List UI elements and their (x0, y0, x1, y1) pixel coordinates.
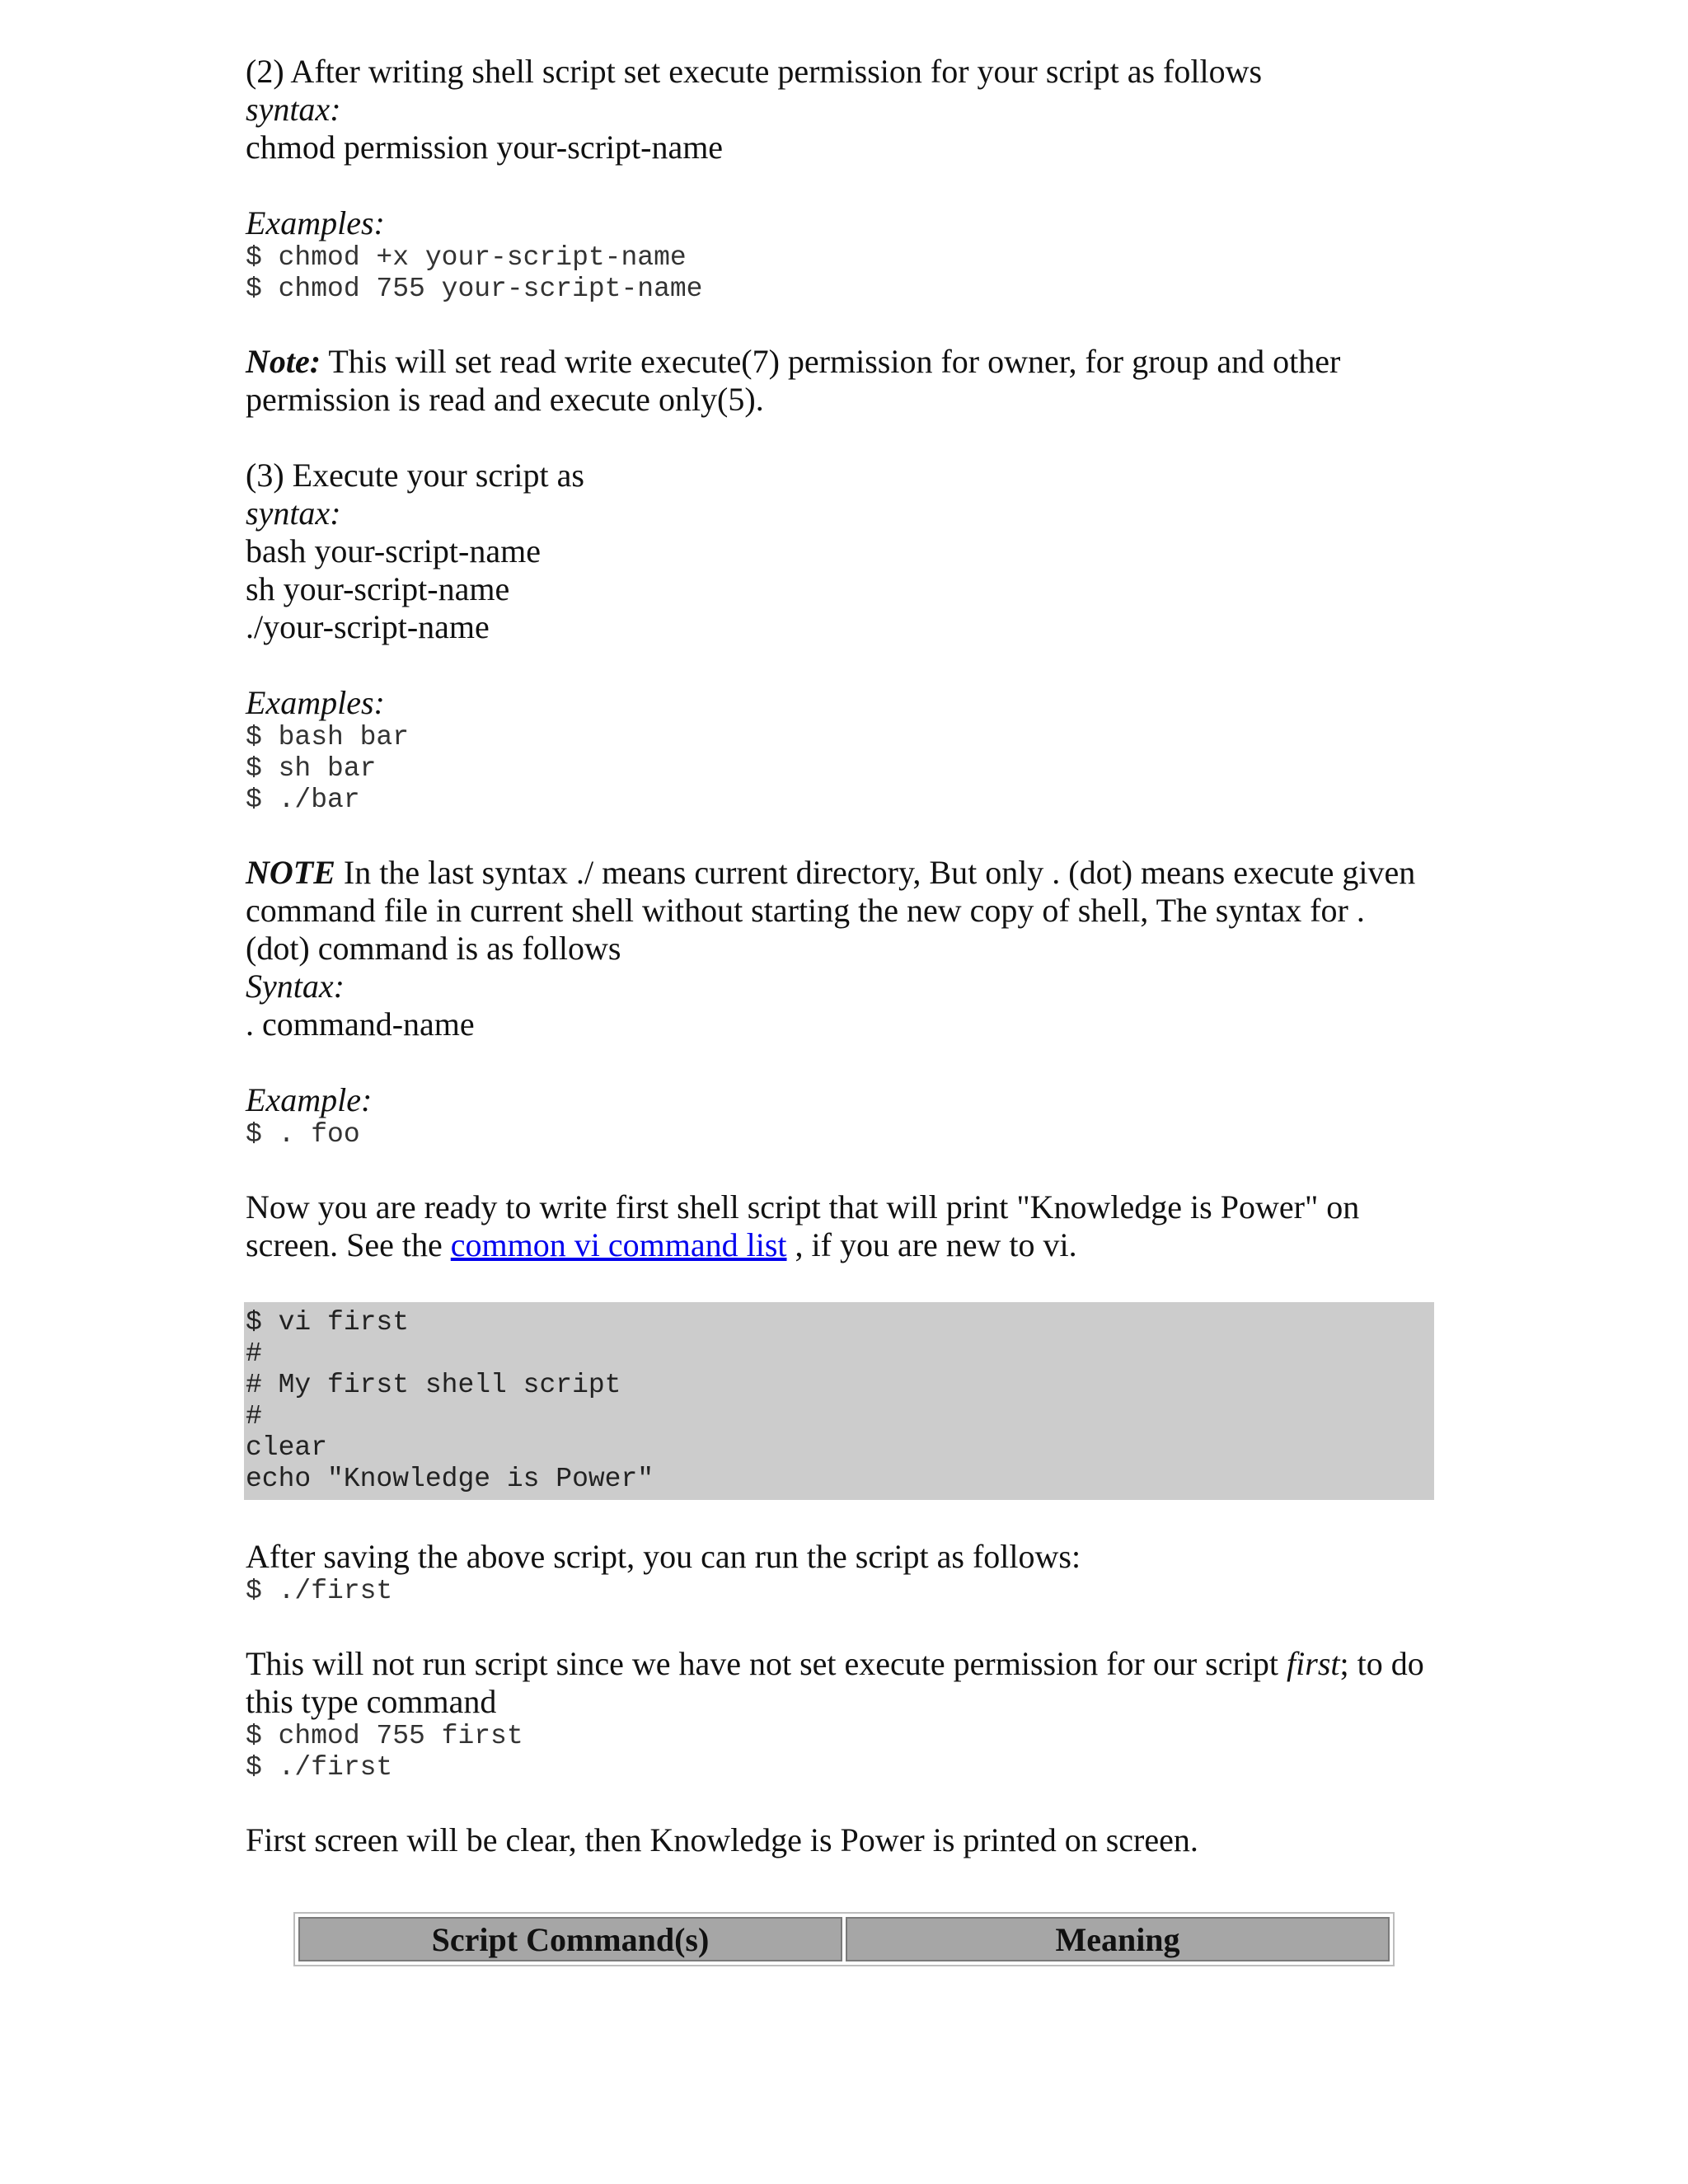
step2-examples-label: Examples: (246, 204, 385, 241)
dot-syntax-label: Syntax: (246, 968, 345, 1005)
dot-note-label: NOTE (246, 854, 335, 891)
table-header-row (298, 1917, 1390, 1961)
code-block (244, 1302, 1434, 1500)
step3-syntax-line-2: sh your-script-name (246, 570, 510, 607)
note-text-2: permission is read and execute only(5). (246, 381, 764, 418)
not-run-line-2: this type command (246, 1683, 497, 1720)
code-line-5: clear (246, 1432, 328, 1463)
dot-note-line-3: (dot) command is as follows (246, 930, 621, 967)
step3-example-1: $ bash bar (246, 722, 410, 752)
dot-note-text-1: In the last syntax ./ means current directory, But only . (dot) means execute given (335, 854, 1416, 891)
intro-line-2-post: , if you are new to vi. (786, 1226, 1077, 1263)
code-line-4: # (246, 1401, 262, 1432)
dot-note-line-2: command file in current shell without starting the new copy of shell, The syntax for . (246, 892, 1365, 929)
step2-syntax-label: syntax: (246, 91, 341, 128)
not-run-command-1: $ chmod 755 first (246, 1721, 523, 1751)
intro-line-2-pre: screen. See the (246, 1226, 451, 1263)
not-run-command-2: $ ./first (246, 1752, 393, 1783)
code-line-6: echo "Knowledge is Power" (246, 1464, 654, 1494)
step2-example-2: $ chmod 755 your-script-name (246, 274, 703, 304)
dot-example: $ . foo (246, 1119, 360, 1150)
script-command-table (293, 1912, 1395, 1966)
dot-syntax-line: . command-name (246, 1005, 475, 1043)
document-page (246, 53, 1441, 1859)
not-run-post: ; to do (1339, 1645, 1424, 1682)
step2-heading: (2) After writing shell script set execute permission for your script as follows (246, 53, 1263, 90)
step2-example-1: $ chmod +x your-script-name (246, 242, 687, 273)
vi-command-list-link[interactable]: common vi command list (450, 1226, 787, 1263)
not-run-pre: This will not run script since we have not set execute permission for our script (246, 1645, 1287, 1682)
header-meaning: Meaning (846, 1917, 1390, 1961)
step3-syntax-line-3: ./your-script-name (246, 608, 490, 645)
step3-examples-label: Examples: (246, 684, 385, 721)
step3-syntax-label: syntax: (246, 494, 341, 532)
step3-heading: (3) Execute your script as (246, 457, 584, 494)
note-label: Note: (246, 343, 321, 380)
code-line-2: # (246, 1338, 262, 1369)
dot-note-line-1 (246, 854, 1441, 892)
intro-line-2 (246, 1226, 1441, 1264)
after-saving-text: After saving the above script, you can run the script as follows: (246, 1538, 1081, 1575)
dot-example-label: Example: (246, 1081, 373, 1118)
header-script-commands: Script Command(s) (298, 1917, 842, 1961)
step2-syntax-line: chmod permission your-script-name (246, 129, 724, 166)
step3-example-3: $ ./bar (246, 785, 360, 815)
step3-syntax-line-1: bash your-script-name (246, 532, 541, 569)
note-text-1: This will set read write execute(7) permission for owner, for group and other (321, 343, 1341, 380)
step2-note (246, 343, 1441, 381)
code-line-3: # My first shell script (246, 1370, 621, 1400)
intro-line-1: Now you are ready to write first shell script that will print "Knowledge is Power" on (246, 1188, 1360, 1226)
step3-example-2: $ sh bar (246, 753, 377, 784)
not-run-em: first (1287, 1645, 1340, 1682)
code-line-1: $ vi first (246, 1307, 410, 1338)
result-text: First screen will be clear, then Knowledge is Power is printed on screen. (246, 1821, 1198, 1858)
after-saving-command: $ ./first (246, 1576, 393, 1606)
not-run-line-1 (246, 1645, 1441, 1683)
